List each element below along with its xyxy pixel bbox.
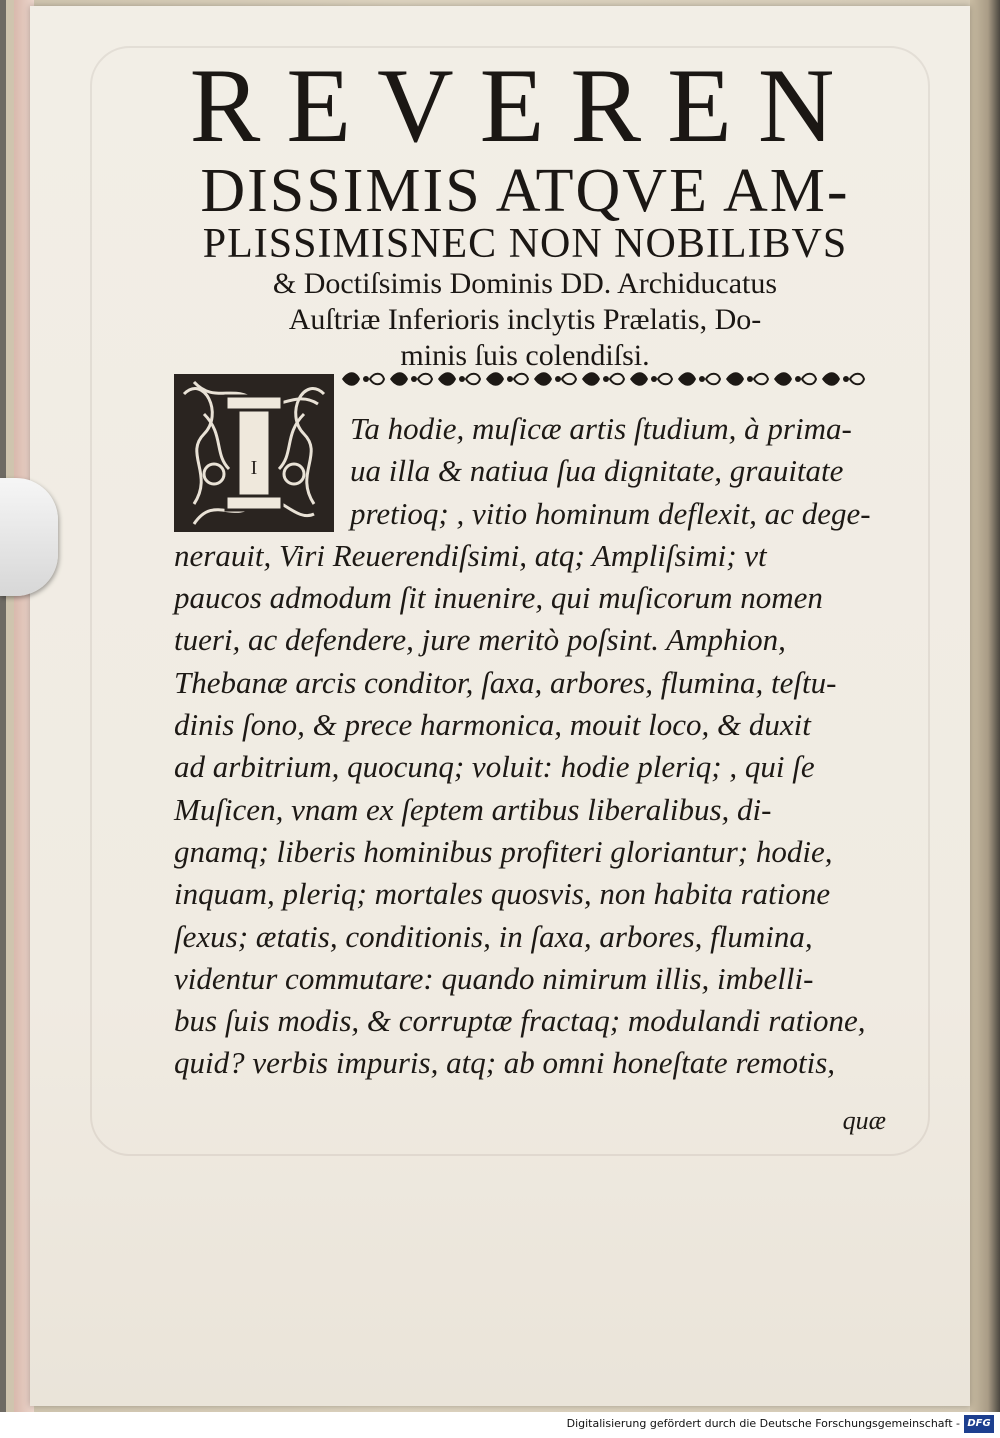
body-line: Ta hodie, muſicæ artis ſtudium, à prima-: [350, 411, 852, 446]
catchword: quæ: [842, 1106, 886, 1135]
body-line: ua illa & natiua ſua dignitate, grauitate: [350, 453, 844, 489]
ornament-border: [340, 368, 886, 390]
body-line: gnamq; liberis hominibus profiteri gloriantur; hodie,: [174, 833, 833, 869]
body-line: Muſicen, vnam ex ſeptem artibus liberalibus, di-: [174, 791, 772, 827]
body-line: ſexus; ætatis, conditionis, in ſaxa, arbores, flumina,: [174, 918, 813, 954]
body-line: quid? verbis impuris, atq; ab omni honeſtate remotis,: [174, 1045, 836, 1081]
dedication-heading: [160, 47, 890, 374]
digitization-footer: [0, 1412, 1000, 1438]
heading-line-5: Auſtriæ Inferioris inclytis Prælatis, Do-: [288, 303, 762, 336]
initial-letter-glyph: I: [250, 457, 258, 479]
heading-line-6: minis ſuis colendiſsi.: [400, 339, 650, 372]
heading-line-3: PLISSIMISNEC NON NOBILIBVS: [202, 221, 848, 267]
heading-line-2: DISSIMIS ATQVE AM-: [200, 157, 850, 225]
dedication-body: [174, 408, 886, 1085]
body-line: inquam, pleriq; mortales quosvis, non habita ratione: [174, 876, 831, 912]
body-line: ad arbitrium, quocunq; voluit: hodie pleriq; , qui ſe: [174, 749, 815, 785]
body-line: tueri, ac defendere, jure meritò poſsint. Amphion,: [174, 622, 786, 658]
body-line: nerauit, Viri Reuerendiſsimi, atq; Ampliſsimi; vt: [174, 537, 767, 573]
body-line: dinis ſono, & prece harmonica, mouit loco, & duxit: [174, 707, 811, 743]
dfg-logo[interactable]: DFG: [964, 1415, 994, 1433]
body-line: paucos admodum ſit inuenire, qui muſicorum nomen: [174, 580, 823, 616]
page-holder-clip: [0, 478, 58, 596]
body-line: videntur commutare: quando nimirum illis, imbelli-: [174, 960, 814, 996]
binding-edge-right: [970, 0, 1000, 1412]
funding-credit: Digitalisierung gefördert durch die Deutsche Forschungsgemeinschaft -: [566, 1417, 960, 1430]
heading-line-1: REVEREN: [189, 47, 861, 164]
body-line: Thebanæ arcis conditor, ſaxa, arbores, flumina, teſtu-: [174, 664, 837, 700]
body-line: bus ſuis modis, & corruptæ fractaq; modulandi ratione,: [174, 1003, 866, 1039]
heading-line-4: & Doctiſsimis Dominis DD. Archiducatus: [272, 267, 778, 300]
body-line: pretioq; , vitio hominum deflexit, ac dege-: [350, 495, 871, 531]
